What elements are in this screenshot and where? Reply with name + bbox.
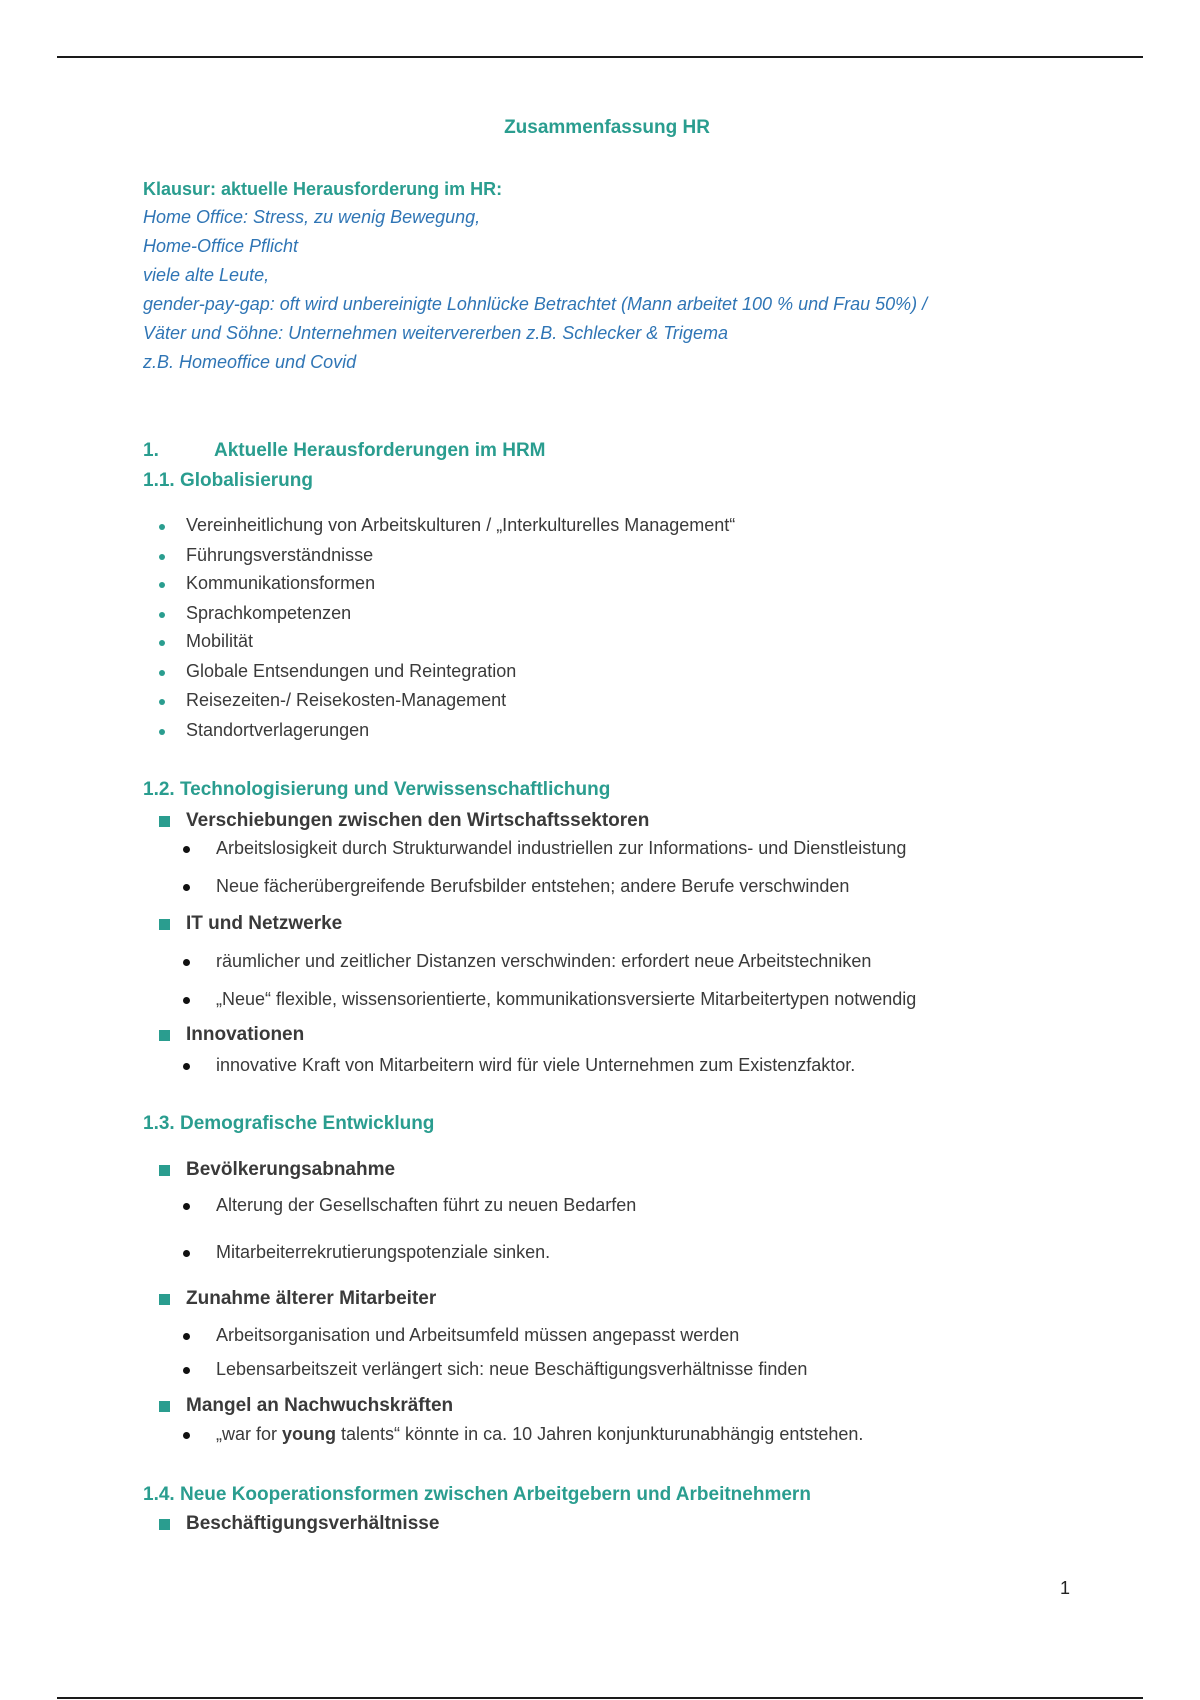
list-item: räumlicher und zeitlicher Distanzen verschwinden: erfordert neue Arbeitstechniken [216,951,871,972]
top-rule [57,56,1143,58]
bullet-icon [183,1367,190,1374]
list-item: Lebensarbeitszeit verlängert sich: neue Beschäftigungsverhältnisse finden [216,1359,807,1380]
group-heading: Verschiebungen zwischen den Wirtschaftssektoren [186,810,649,832]
square-bullet-icon [159,1294,170,1305]
list-item: Neue fächerübergreifende Berufsbilder entstehen; andere Berufe verschwinden [216,876,849,897]
square-bullet-icon [159,816,170,827]
square-bullet-icon [159,1165,170,1176]
intro-line: Väter und Söhne: Unternehmen weitervererben z.B. Schlecker & Trigema [143,323,728,343]
document-title: Zusammenfassung HR [504,117,710,138]
list-item: Alterung der Gesellschaften führt zu neuen Bedarfen [216,1195,636,1216]
group-heading: Bevölkerungsabnahme [186,1159,395,1181]
subsection-heading: 1.2. Technologisierung und Verwissenschaftlichung [143,779,611,800]
list-item: Sprachkompetenzen [186,603,351,624]
bullet-icon [159,554,165,560]
list-item: Arbeitsorganisation und Arbeitsumfeld müssen angepasst werden [216,1325,739,1346]
intro-line: viele alte Leute, [143,265,270,285]
list-item: Arbeitslosigkeit durch Strukturwandel industriellen zur Informations- und Dienstleistung [216,838,906,859]
square-bullet-icon [159,1519,170,1530]
bullet-icon [183,1333,190,1340]
section-number: 1. [143,440,159,461]
bullet-icon [183,1250,190,1257]
list-item: Kommunikationsformen [186,573,375,594]
list-item: Globale Entsendungen und Reintegration [186,661,516,682]
bullet-icon [183,997,190,1004]
bottom-rule [57,1697,1143,1699]
square-bullet-icon [159,919,170,930]
bullet-icon [159,524,165,530]
square-bullet-icon [159,1030,170,1041]
square-bullet-icon [159,1401,170,1412]
emphasis: young [282,1424,337,1444]
group-heading: IT und Netzwerke [186,913,342,935]
bullet-icon [159,670,165,676]
bullet-icon [183,1203,190,1210]
group-heading: Mangel an Nachwuchskräften [186,1395,453,1417]
bullet-icon [159,612,165,618]
bullet-icon [183,1063,190,1070]
group-heading: Zunahme älterer Mitarbeiter [186,1288,436,1310]
bullet-icon [183,846,190,853]
subsection-heading: 1.4. Neue Kooperationsformen zwischen Arbeitgebern und Arbeitnehmern [143,1484,811,1505]
page-number: 1 [1060,1578,1071,1598]
subsection-heading: 1.1. Globalisierung [143,470,313,491]
group-heading: Innovationen [186,1024,304,1046]
list-item: innovative Kraft von Mitarbeitern wird für viele Unternehmen zum Existenzfaktor. [216,1055,855,1076]
bullet-icon [159,640,165,646]
intro-line: gender-pay-gap: oft wird unbereinigte Lohnlücke Betrachtet (Mann arbeitet 100 % und Frau 50%) / [143,294,928,314]
intro-line: Home-Office Pflicht [143,236,299,256]
bullet-icon [183,1432,190,1439]
list-item: Reisezeiten-/ Reisekosten-Management [186,690,506,711]
bullet-icon [159,699,165,705]
list-item: Führungsverständnisse [186,545,373,566]
bullet-icon [159,582,165,588]
list-item: Vereinheitlichung von Arbeitskulturen / „Interkulturelles Management“ [186,515,735,536]
bullet-icon [183,959,190,966]
bullet-icon [159,729,165,735]
intro-line: Home Office: Stress, zu wenig Bewegung, [143,207,481,227]
list-item: „war for young talents“ könnte in ca. 10 Jahren konjunkturunabhängig entstehen. [216,1424,863,1445]
subsection-heading: 1.3. Demografische Entwicklung [143,1113,435,1134]
list-item: Mitarbeiterrekrutierungspotenziale sinken. [216,1242,550,1263]
list-item: Standortverlagerungen [186,720,369,741]
bullet-icon [183,884,190,891]
list-item: „Neue“ flexible, wissensorientierte, kommunikationsversierte Mitarbeitertypen notwendig [216,989,916,1010]
intro-line: z.B. Homeoffice und Covid [143,352,357,372]
list-item: Mobilität [186,631,253,652]
section-heading: Aktuelle Herausforderungen im HRM [214,440,546,461]
group-heading: Beschäftigungsverhältnisse [186,1513,439,1535]
intro-heading: Klausur: aktuelle Herausforderung im HR: [143,179,503,199]
